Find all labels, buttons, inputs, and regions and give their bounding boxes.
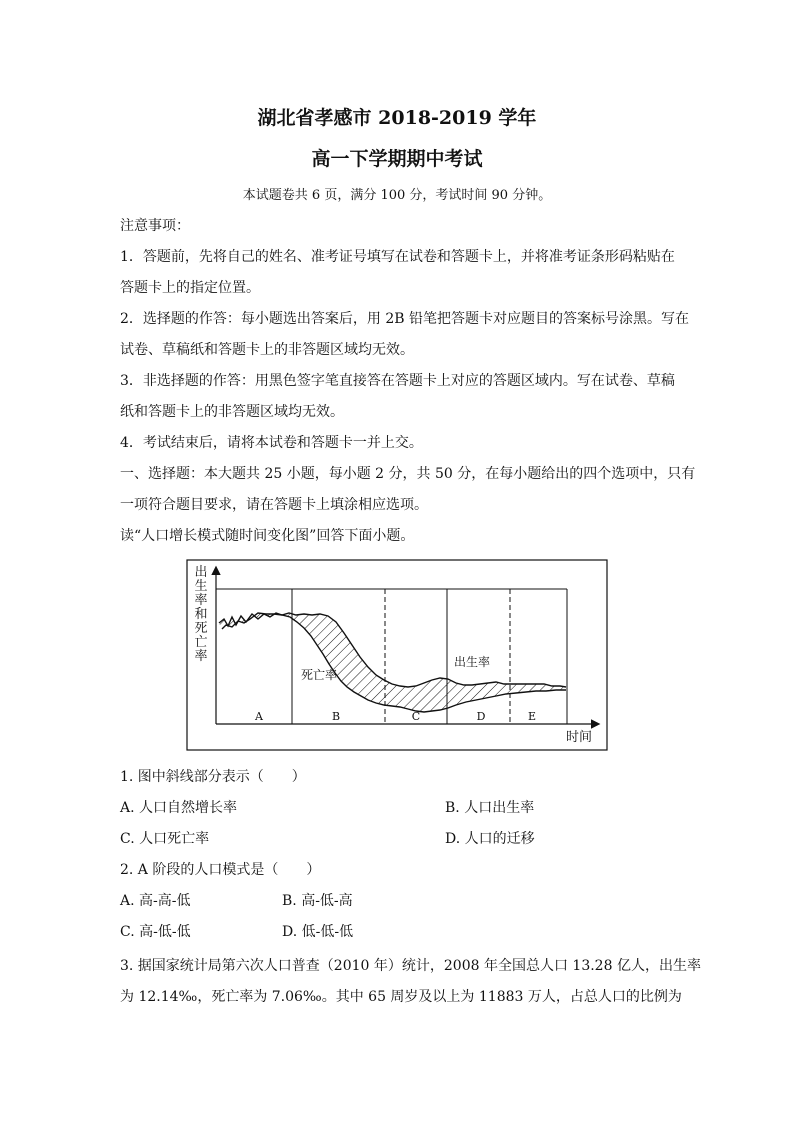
birth-rate-label: 出生率: [454, 655, 491, 669]
stage-label-c: C: [411, 710, 421, 723]
stage-label-b: B: [331, 710, 341, 723]
notice-heading: 注意事项：: [120, 218, 190, 234]
section1-line-1: 一、选择题：本大题共 25 小题，每小题 2 分，共 50 分，在每小题给出的四个选项中，只有: [120, 466, 696, 482]
stage-label-d: D: [476, 710, 486, 723]
notice-item-2-line-2: 试卷、草稿纸和答题卡上的非答题区域均无效。: [120, 342, 414, 358]
population-growth-figure: [186, 559, 608, 751]
x-axis-label: 时间: [565, 730, 593, 745]
q2-option-a: A. 高-高-低: [120, 893, 191, 909]
y-label-char: 出: [194, 565, 208, 580]
y-axis-label: [194, 564, 207, 664]
y-label-char: 和: [194, 607, 208, 622]
y-label-char: 死: [194, 621, 208, 636]
q3-line-1: 3. 据国家统计局第六次人口普查（2010 年）统计，2008 年全国总人口 13.28 亿人，出生率: [120, 958, 701, 974]
notice-item-2-line-1: 2．选择题的作答：每小题选出答案后，用 2B 铅笔把答题卡对应题目的答案标号涂黑。写在: [120, 311, 690, 327]
q2-option-d: D. 低-低-低: [282, 924, 354, 940]
q2-stem: 2. A 阶段的人口模式是（ ）: [120, 862, 321, 878]
q2-option-c: C. 高-低-低: [120, 924, 191, 940]
q1-option-d: D. 人口的迁移: [445, 831, 535, 847]
stage-label-a: A: [255, 710, 263, 723]
notice-item-1-line-1: 1．答题前，先将自己的姓名、准考证号填写在试卷和答题卡上，并将准考证条形码粘贴在: [120, 249, 675, 265]
y-label-char: 生: [194, 579, 208, 594]
notice-item-1-line-2: 答题卡上的指定位置。: [120, 280, 260, 296]
y-label-char: 亡: [194, 635, 208, 650]
notice-item-3-line-1: 3．非选择题的作答：用黑色签字笔直接答在答题卡上对应的答题区域内。写在试卷、草稿: [120, 373, 675, 389]
notice-item-3-line-2: 纸和答题卡上的非答题区域均无效。: [120, 404, 344, 420]
q3-line-2: 为 12.14‰，死亡率为 7.06‰。其中 65 周岁及以上为 11883 万人，占总人口的比例为: [120, 989, 682, 1005]
notice-item-4: 4．考试结束后，请将本试卷和答题卡一并上交。: [120, 435, 423, 451]
title-line-2: 高一下学期期中考试: [311, 148, 483, 170]
q1-stem: 1. 图中斜线部分表示（ ）: [120, 769, 306, 785]
exam-subtitle: 本试题卷共 6 页，满分 100 分，考试时间 90 分钟。: [242, 188, 552, 203]
figure-intro: 读“人口增长模式随时间变化图”回答下面小题。: [120, 528, 415, 544]
y-label-char: 率: [194, 649, 208, 664]
stage-label-e: E: [527, 710, 537, 723]
q1-option-a: A. 人口自然增长率: [120, 800, 238, 816]
q1-option-c: C. 人口死亡率: [120, 831, 210, 847]
population-growth-chart: [186, 559, 608, 751]
death-rate-label: 死亡率: [301, 668, 338, 682]
title-line-1: 湖北省孝感市 2018-2019 学年: [257, 107, 537, 129]
q1-option-b: B. 人口出生率: [445, 800, 535, 816]
q2-option-b: B. 高-低-高: [282, 893, 353, 909]
y-label-char: 率: [194, 593, 208, 608]
section1-line-2: 一项符合题目要求，请在答题卡上填涂相应选项。: [120, 497, 428, 513]
